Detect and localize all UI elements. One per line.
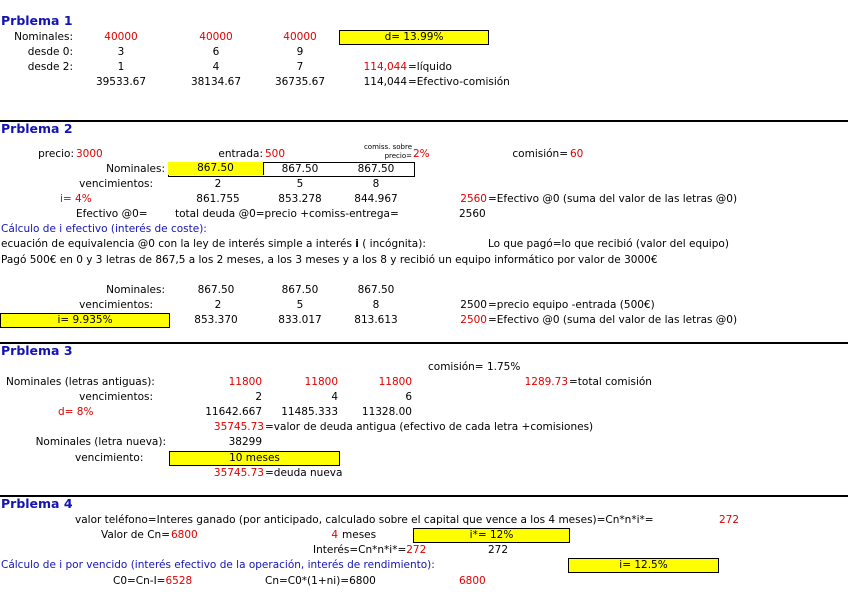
p2-nominal-2[interactable]: 867.50 [281, 163, 319, 175]
p2-venc2-label: vencimientos: [79, 299, 153, 311]
p2-nominal-1-highlight[interactable]: 867.50 [168, 162, 264, 175]
p2-efectivo-3[interactable]: 844.967 [354, 193, 398, 205]
p2-efectivo-1[interactable]: 861.755 [196, 193, 240, 205]
p3-efectivo-1[interactable]: 11642.667 [205, 406, 262, 418]
p2-i-result-highlight-cell[interactable]: i= 9.935% [0, 313, 170, 328]
p3-venc-label: vencimientos: [79, 391, 153, 403]
p3-venc-nueva-highlight-cell[interactable]: 10 meses [169, 451, 340, 466]
p3-comision-line: comisión= 1.75% [428, 361, 521, 373]
p2-venc2-1[interactable]: 2 [214, 299, 222, 311]
p4-valor-telefono-text: valor teléfono=Interes ganado (por anticipado, calculado sobre el capital que vence a los 4 meses)=Cn*n*i*= [75, 514, 654, 526]
section-divider-2 [0, 342, 848, 344]
p2-efectivo-2[interactable]: 853.278 [278, 193, 322, 205]
p2-calc-heading: Cálculo de i efectivo (interés de coste): [1, 223, 207, 235]
p2-nominal2-2[interactable]: 867.50 [281, 284, 319, 296]
problem-2-title: Prblema 2 [1, 121, 73, 136]
p1-nominales-label: Nominales: [14, 31, 73, 43]
p4-interes-label: Interés=Cn*n*i*=272 [313, 544, 427, 556]
p1-nominal-2[interactable]: 40000 [199, 31, 233, 43]
p2-total-deuda-value[interactable]: 2560 [459, 208, 486, 220]
p2-ecuacion-text: ecuación de equivalencia @0 con la ley de interés simple a interés i ( incógnita): [1, 238, 426, 250]
p1-nominal-3[interactable]: 40000 [283, 31, 317, 43]
p3-nom-nueva-label: Nominales (letra nueva): [35, 436, 166, 448]
p3-venc-2[interactable]: 4 [331, 391, 338, 403]
p1-desde2-label: desde 2: [27, 61, 73, 73]
p2-entrada-label: entrada: [218, 148, 263, 160]
p1-liquido-value[interactable]: 114,044 [363, 61, 407, 73]
p2-efectivo2-3[interactable]: 813.613 [354, 314, 398, 326]
p2-nominales2-label: Nominales: [106, 284, 165, 296]
p2-nominal-3[interactable]: 867.50 [357, 163, 395, 175]
p4-meses-value[interactable]: 4 [331, 529, 338, 541]
p2-suma2-value[interactable]: 2500 [460, 314, 487, 326]
p3-nominal-2[interactable]: 11800 [304, 376, 338, 388]
p3-total-comision-value[interactable]: 1289.73 [524, 376, 568, 388]
p4-cn-value[interactable]: 6800 [459, 575, 486, 587]
p1-desde0-label: desde 0: [27, 46, 73, 58]
problem-1-title: Prblema 1 [1, 13, 73, 28]
p2-precio-eq-label: =precio equipo -entrada (500€) [488, 299, 655, 311]
section-divider-3 [0, 495, 848, 497]
problem-3-title: Prblema 3 [1, 343, 73, 358]
p3-deuda-antigua-value[interactable]: 35745.73 [213, 421, 264, 433]
p1-liquido-label: =líquido [408, 61, 452, 73]
p2-ecuacion-right: Lo que pagó=lo que recibió (valor del equipo) [488, 238, 729, 250]
p3-total-comision-label: =total comisión [569, 376, 652, 388]
p2-comiss-value[interactable]: 2% [413, 148, 430, 160]
p4-cn-formula: Cn=C0*(1+ni)=6800 [265, 575, 376, 587]
p2-efectivo2-2[interactable]: 833.017 [278, 314, 322, 326]
p2-venc-2[interactable]: 5 [296, 178, 304, 190]
p4-valor-telefono-value[interactable]: 272 [719, 514, 740, 526]
p3-nominal-3[interactable]: 11800 [378, 376, 412, 388]
p2-comision-label: comisión= [512, 148, 568, 160]
p1-desde0-3[interactable]: 9 [296, 46, 304, 58]
p3-nominal-1[interactable]: 11800 [228, 376, 262, 388]
p4-istar-highlight-cell[interactable]: i*= 12% [413, 528, 570, 543]
p1-efectivo-1[interactable]: 39533.67 [95, 76, 147, 88]
p1-efcom-value[interactable]: 114,044 [363, 76, 407, 88]
p3-deuda-antigua-label: =valor de deuda antigua (efectivo de cada letra +comisiones) [265, 421, 594, 433]
p4-valor-cn-label: Valor de Cn= [100, 529, 170, 541]
p3-efectivo-2[interactable]: 11485.333 [281, 406, 338, 418]
p2-precio-eq-value[interactable]: 2500 [460, 299, 487, 311]
p2-comision-value[interactable]: 60 [570, 148, 584, 160]
section-divider-1 [0, 120, 848, 122]
p2-efectivo2-1[interactable]: 853.370 [194, 314, 238, 326]
p1-desde2-2[interactable]: 4 [212, 61, 220, 73]
p2-suma2-label: =Efectivo @0 (suma del valor de las letras @0) [488, 314, 738, 326]
p1-efectivo-2[interactable]: 38134.67 [190, 76, 242, 88]
p2-precio-label: precio: [38, 148, 74, 160]
p3-d-label[interactable]: d= 8% [58, 406, 94, 418]
p1-desde2-1[interactable]: 1 [117, 61, 125, 73]
p1-desde0-1[interactable]: 3 [117, 46, 125, 58]
p2-venc2-2[interactable]: 5 [296, 299, 304, 311]
p2-venc-label: vencimientos: [79, 178, 153, 190]
p3-efectivo-3[interactable]: 11328.00 [361, 406, 412, 418]
p3-nom-nueva-value[interactable]: 38299 [228, 436, 262, 448]
p4-c0-label: C0=Cn-I=6528 [113, 575, 193, 587]
p2-comiss-label-1: comiss. sobre [363, 143, 412, 151]
p2-efectivo0-label: Efectivo @0= [76, 208, 148, 220]
p2-entrada-value[interactable]: 500 [265, 148, 286, 160]
p2-precio-value[interactable]: 3000 [76, 148, 103, 160]
p4-meses-label: meses [342, 529, 377, 541]
p1-desde2-3[interactable]: 7 [296, 61, 304, 73]
p3-deuda-nueva-label: =deuda nueva [265, 467, 343, 479]
p1-nominal-1[interactable]: 40000 [104, 31, 138, 43]
p1-efectivo-3[interactable]: 36735.67 [274, 76, 326, 88]
p3-nominales-label: Nominales (letras antiguas): [6, 376, 155, 388]
p2-venc-1[interactable]: 2 [214, 178, 222, 190]
p1-d-highlight-cell[interactable]: d= 13.99% [339, 30, 489, 45]
p2-nominal2-1[interactable]: 867.50 [197, 284, 235, 296]
p2-venc-3[interactable]: 8 [372, 178, 380, 190]
p3-venc-1[interactable]: 2 [255, 391, 262, 403]
p2-total-deuda-label: total deuda @0=precio +comiss-entrega= [175, 208, 399, 220]
p2-suma-label: =Efectivo @0 (suma del valor de las letras @0) [488, 193, 738, 205]
p2-venc2-3[interactable]: 8 [372, 299, 380, 311]
p3-venc-nueva-label: vencimiento: [75, 452, 144, 464]
p4-i-result-highlight-cell[interactable]: i= 12.5% [568, 558, 719, 573]
p3-deuda-nueva-value[interactable]: 35745.73 [213, 467, 264, 479]
p1-efcom-label: =Efectivo-comisión [408, 76, 510, 88]
p4-valor-cn-value[interactable]: 6800 [171, 529, 198, 541]
p2-comiss-label-2: precio= [384, 152, 412, 160]
p2-pago-line: Pagó 500€ en 0 y 3 letras de 867,5 a los 2 meses, a los 3 meses y a los 8 y recibió un equipo informático por valor de 3000€ [1, 254, 658, 266]
p3-venc-3[interactable]: 6 [405, 391, 412, 403]
p2-nominales-label: Nominales: [106, 163, 165, 175]
p1-desde0-2[interactable]: 6 [212, 46, 220, 58]
p2-i-label[interactable]: i= 4% [60, 193, 92, 205]
p2-nominal2-3[interactable]: 867.50 [357, 284, 395, 296]
p4-interes-value-2[interactable]: 272 [488, 544, 509, 556]
p4-calc-heading: Cálculo de i por vencido (interés efectivo de la operación, interés de rendimiento): [1, 559, 435, 571]
p2-suma-value[interactable]: 2560 [460, 193, 487, 205]
problem-4-title: Prblema 4 [1, 496, 73, 511]
